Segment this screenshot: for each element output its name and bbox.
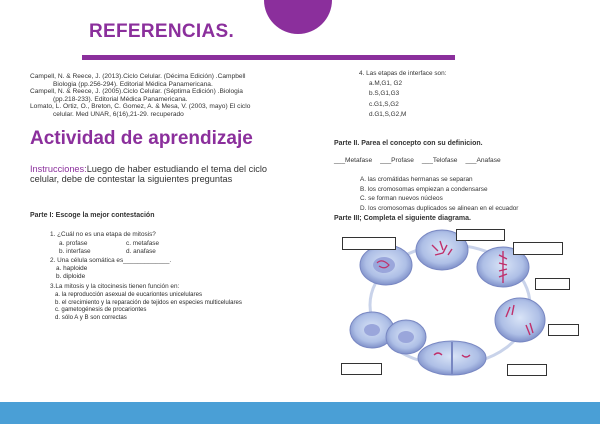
blank-profase[interactable]: ___ Profase [380,157,414,164]
option[interactable]: b. diploide [56,272,86,280]
definition: C. se forman nuevos núcleos [360,195,443,203]
option[interactable]: b. interfase [59,247,91,255]
diagram-answer-box-2[interactable] [456,229,505,241]
part2-title: Parte II. Parea el concepto con su definicion. [334,140,483,147]
decorative-circle [264,0,332,34]
blank-telofase[interactable]: ___ Telofase [422,157,458,164]
instructions [30,165,292,184]
activity-title: Actividad de aprendizaje [30,128,253,149]
question-3: 3.La mitosis y la citocinesis tienen función en: [50,283,180,290]
reference-line: Campell, N. & Reece, J. (2013).Ciclo Celular. (Décima Edición) .Campbell [30,73,246,80]
option[interactable]: d. anafase [126,247,156,255]
cell-daughter-cells [350,312,426,354]
reference-item [30,73,320,88]
definition: D. los cromosomas duplicados se alinean en el ecuador [360,204,519,212]
definition: A. las cromátidas hermanas se separan [360,176,473,183]
reference-line: Lomato, L. Ortiz, O., Breton, C. Gomez, A. & Mesa, V. (2003, mayo) El ciclo [30,103,251,111]
option[interactable]: a. la reproducción asexual de eucariontes unicelulares [55,291,203,298]
option[interactable]: a. profase [59,240,88,247]
option[interactable]: d. sólo A y B son correctas [55,313,127,321]
matching-definitions [360,175,518,213]
diagram-answer-box-7[interactable] [341,363,382,375]
definition: B. los cromosomas empiezan a condensarse [360,185,488,193]
reference-line: Biologia (pp.256-294). Editorial Médica Panamericana. [53,80,213,88]
footer-bar [0,402,600,424]
option[interactable]: c. gametogénesis de procariontes [55,306,147,314]
instructions-label: Instrucciones: [30,164,87,174]
references-list [30,73,320,119]
reference-item [30,103,320,118]
option[interactable]: b.S,G1,G3 [369,90,400,98]
part3-title: Parte III; Completa el siguiente diagrama. [334,215,471,222]
instructions-text: Luego de haber estudiando el tema del ciclo celular, debe de contestar la siguientes preguntas [30,164,267,184]
question-3-options [55,291,242,321]
reference-line: Campell, N. & Reece, J. (2005).Ciclo Celular. (Séptima Edición) .Biologia [30,88,243,96]
question-1: 1. ¿Cuál no es una etapa de mitosis? [50,231,156,238]
option[interactable]: d.G1,S,G2,M [369,111,407,119]
heading-underline [82,55,455,60]
question-2: 2. Una célula somática es_____________. [50,257,172,264]
diagram-answer-box-6[interactable] [507,364,547,376]
reference-item [30,88,320,103]
matching-blanks [334,157,501,164]
option[interactable]: a. haploide [56,265,88,272]
blank-anafase[interactable]: ___ Anafase [465,157,500,164]
question-1-options [59,240,199,255]
option[interactable]: b. el crecimiento y la reparación de tejidos en especies multicelulares [55,298,242,306]
cell-telophase [418,341,486,375]
diagram-answer-box-1[interactable] [342,237,396,250]
question-4-options [369,79,406,121]
cell-anaphase [495,298,545,342]
reference-line: (pp.218-233). Editorial Médica Panamericana. [53,95,188,103]
part1-title: Parte I: Escoge la mejor contestación [30,212,155,219]
cell-interphase [360,245,412,285]
question-2-options [56,265,87,280]
option[interactable]: c.G1,S,G2 [369,100,399,108]
page-heading: REFERENCIAS. [89,21,235,42]
question-4: 4. Las etapas de interface son: [359,70,447,77]
reference-line: celular. Med UNAR, 6(16),21-29. recuperado [53,110,184,118]
blank-metafase[interactable]: ___ Metafase [334,157,372,164]
diagram-answer-box-5[interactable] [548,324,579,336]
option[interactable]: c. metafase [126,240,160,247]
diagram-answer-box-4[interactable] [535,278,570,290]
diagram-answer-box-3[interactable] [513,242,563,255]
option[interactable]: a.M,G1, G2 [369,80,403,87]
